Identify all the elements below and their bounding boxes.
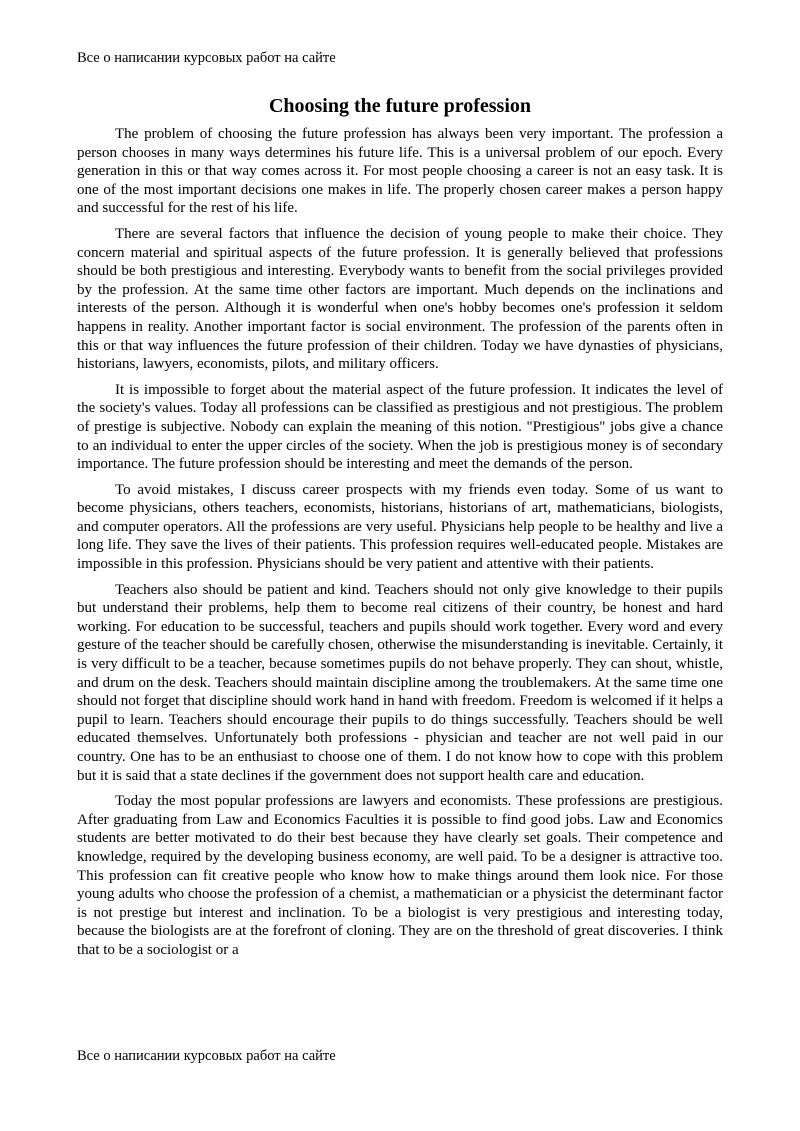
document-body — [77, 93, 723, 1044]
document-title: Choosing the future profession — [268, 95, 532, 117]
paragraph-4: To avoid mistakes, I discuss career prospects with my friends even today. Some of us want to become physicians, others teachers, economists, historians, historians of art, mathematicians, biologists, and computer operators. All the professions are very useful. Physicians help people to be healthy and live a long life. They save the lives of their patients. This profession requires well-educated people. Mistakes are impossible in this profession. Physicians should be very patient and attentive with their patients. — [77, 481, 723, 573]
paragraph-6: Today the most popular professions are lawyers and economists. These professions are prestigious. After graduating from Law and Economics Faculties it is possible to find good jobs. Law and Economics students are better motivated to do their best because they have clearly set goals. Their competence and knowledge, required by the developing business economy, are well paid. To be a designer is attractive too. This profession can fit creative people who know how to make things around them look nice. For those young adults who choose the profession of a chemist, a mathematician or a physicist the determinant factor is not prestige but interest and inclination. To be a biologist is very prestigious and interesting today, because the biologists are at the forefront of cloning. They are on the threshold of great discoveries. I think that to be a sociologist or a — [77, 793, 723, 958]
paragraph-5: Teachers also should be patient and kind. Teachers should not only give knowledge to their pupils but understand their problems, help them to become real citizens of their country, be honest and hard working. For education to be successful, teachers and pupils should work together. Every word and every gesture of the teacher should be carefully chosen, otherwise the misunderstanding is inevitable. Certainly, it is very difficult to be a teacher, because sometimes pupils do not behave properly. They can shout, whistle, and drum on the desk. Teachers should maintain discipline among the troublemakers. At the same time one should not forget that discipline should work hand in hand with freedom. Freedom is welcomed if it helps a pupil to learn. Teachers should encourage their pupils to do things successfully. Teachers should be well educated themselves. Unfortunately both professions - physician and teacher are not well paid in our country. One has to be an enthusiast to choose one of them. I do not know how to cope with this problem but it is said that a state declines if the government does not support health care and education. — [77, 581, 723, 784]
page-header: Все о написании курсовых работ на сайте — [77, 50, 336, 66]
paragraph-1: The problem of choosing the future profession has always been very important. The profession a person chooses in many ways determines his future life. This is a universal problem of our epoch. Every generation in this or that way comes across it. For most people choosing a career is not an easy task. It is one of the most important decisions one makes in life. The properly chosen career makes a person happy and successful for the rest of his life. — [77, 126, 723, 217]
paragraph-2: There are several factors that influence the decision of young people to make their choice. They concern material and spiritual aspects of the future profession. It is generally believed that professions should be both prestigious and interesting. Everybody wants to benefit from the social privileges provided by the profession. At the same time other factors are important. Much depends on the inclinations and interests of the person. Although it is wonderful when one's hobby becomes one's profession it seldom happens in reality. Another important factor is social environment. The profession of the parents often in this or that way influences the future profession of their children. Today we have dynasties of physicians, historians, lawyers, economists, pilots, and military officers. — [77, 225, 723, 373]
paragraph-3: It is impossible to forget about the material aspect of the future profession. It indicates the level of the society's values. Today all professions can be classified as prestigious and not prestigious. The problem of prestige is subjective. Nobody can explain the meaning of this notion. "Prestigious" jobs give a chance to an individual to enter the upper circles of the society. When the job is prestigious money is of secondary importance. The future profession should be interesting and meet the demands of the person. — [77, 381, 723, 473]
page-footer: Все о написании курсовых работ на сайте — [77, 1048, 336, 1064]
